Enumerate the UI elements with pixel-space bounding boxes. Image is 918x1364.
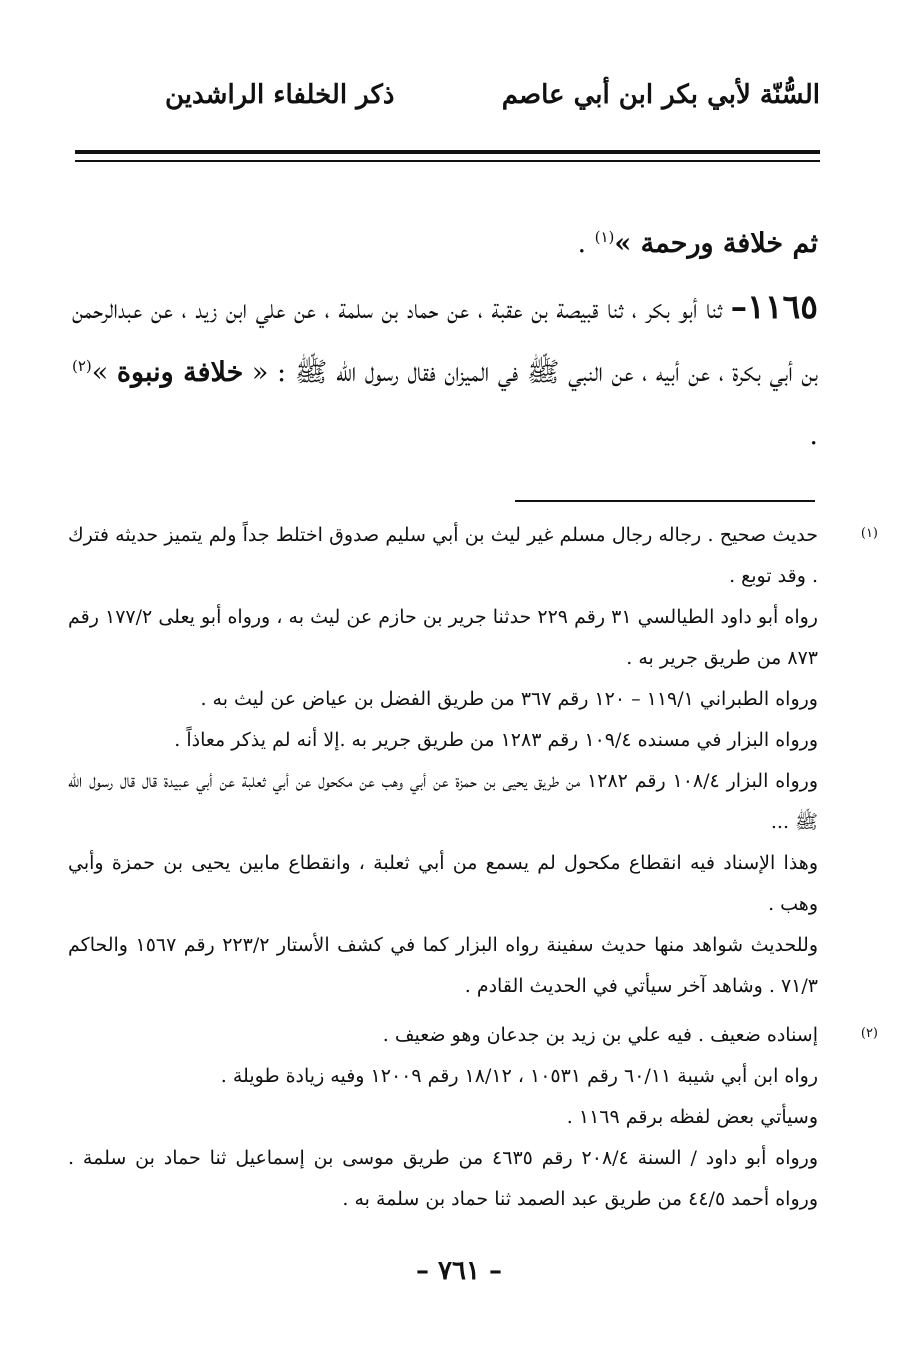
footnote-paragraph: حديث صحيح . رجاله رجال مسلم غير ليث بن أبي سليم صدوق اختلط جداً ولم يتميز حديثه فترك . وقد توبع . [68, 524, 818, 587]
main-text [72, 212, 818, 467]
footnote-2 [68, 1015, 878, 1220]
header-rule-thin [75, 160, 820, 162]
footnote-paragraph: ورواه الطبراني ١١٩/١ – ١٢٠ رقم ٣٦٧ من طريق الفضل بن عياض عن ليث به . [200, 688, 818, 710]
footnote-marker: (١) [860, 526, 878, 541]
book-title: السُّنّة لأبي بكر ابن أبي عاصم [501, 80, 820, 110]
hadith-paragraph [72, 275, 818, 467]
hadith-number: ١١٦٥– [730, 287, 818, 326]
footnote-paragraph: ورواه أبو داود / السنة ٢٠٨/٤ رقم ٤٦٣٥ من طريق موسى بن إسماعيل ثنا حماد بن سلمة . ورواه أحمد ٤٤/٥ من طريق عبد الصمد ثنا حماد بن سلمة به . [68, 1147, 819, 1210]
running-header [75, 80, 820, 120]
footnote-ref-2: (٢) [72, 357, 92, 375]
page-number: – ٧٦١ – [415, 1256, 503, 1286]
footnote-paragraph: رواه أبو داود الطيالسي ٣١ رقم ٢٢٩ حدثنا جرير بن حازم عن ليث به ، ورواه أبو يعلى ١٧٧/٢ رقم ٨٧٣ من طريق جرير به . [68, 606, 818, 669]
footnote-paragraph: ورواه البزار ١٠٨/٤ رقم ١٢٨٢ من طريق يحيى بن حمزة عن أبي وهب عن مكحول عن أبي ثعلبة عن أبي عبيدة قال قال رسول الله ﷺ ... [68, 770, 818, 833]
footnote-paragraph: رواه ابن أبي شيبة ٦٠/١١ رقم ١٠٥٣١ ، ١٨/١٢ رقم ١٢٠٠٩ وفيه زيادة طويلة . [220, 1065, 818, 1087]
header-rule-thick [75, 150, 820, 154]
footnote-paragraph: وسيأتي بعض لفظه برقم ١١٦٩ . [566, 1106, 818, 1128]
footnote-paragraph: إسناده ضعيف . فيه علي بن زيد بن جدعان وهو ضعيف . [382, 1024, 818, 1046]
continuation-text: ثم خلافة ورحمة » [614, 228, 818, 259]
hadith-text: ثنا أبو بكر ، ثنا قبيصة بن عقبة ، عن حماد بن سلمة ، عن علي ابن زيد ، عن عبدالرحمن بن أبي بكرة ، عن أبيه ، عن النبي ﷺ في الميزان فقال رسول الله ﷺ : « [72, 294, 818, 388]
continuation-end: . [577, 228, 595, 259]
section-title: ذكر الخلفاء الراشدين [165, 80, 395, 110]
hadith-quote: خلافة ونبوة [116, 357, 244, 388]
continuation-line [72, 212, 818, 275]
footnote-paragraph: وهذا الإسناد فيه انقطاع مكحول لم يسمع من أبي ثعلبة ، وانقطاع مابين يحيى بن حمزة وأبي وهب . [68, 852, 818, 915]
hadith-quote-close: » [91, 357, 117, 388]
footnote-1 [68, 515, 878, 1007]
footnotes [68, 515, 878, 1220]
footnote-marker: (٢) [860, 1026, 878, 1041]
footnote-paragraph: ورواه البزار في مسنده ١٠٩/٤ رقم ١٢٨٣ من طريق جرير به .إلا أنه لم يذكر معاذاً . [174, 729, 818, 751]
hadith-end: . [809, 420, 818, 451]
footnote-paragraph: وللحديث شواهد منها حديث سفينة رواه البزار كما في كشف الأستار ٢٢٣/٢ رقم ١٥٦٧ والحاكم ٧١/٣ . وشاهد آخر سيأتي في الحديث القادم . [68, 934, 819, 997]
footnote-ref-1: (١) [594, 228, 615, 246]
footnote-rule [515, 500, 815, 502]
